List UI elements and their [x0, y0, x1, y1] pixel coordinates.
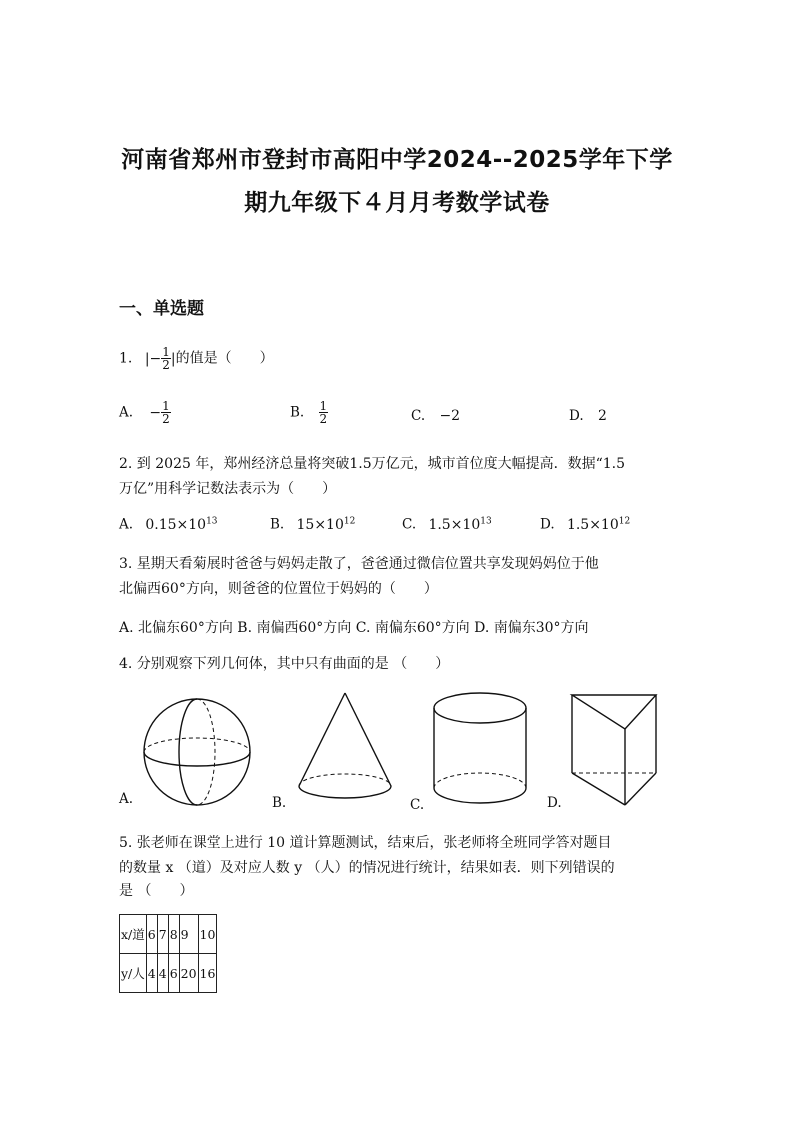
- question-3-line1: 3. 星期天看菊展时爸爸与妈妈走散了，爸爸通过微信位置共享发现妈妈位于他: [119, 556, 599, 572]
- cylinder-figure: [432, 690, 532, 815]
- frequency-table: [119, 914, 217, 993]
- abs-value-expression: |− $\frac{1}{2}$ |: [144, 345, 176, 372]
- triangular-prism-figure: [570, 693, 660, 808]
- q2-option-b: B. $15\times 10^{12}$: [270, 516, 356, 533]
- table-header-cell: y/人: [120, 954, 147, 993]
- table-cell: 16: [198, 954, 217, 993]
- question-5-line3: 是 （ ）: [119, 883, 194, 899]
- table-cell: 4: [157, 954, 168, 993]
- table-cell: 7: [157, 915, 168, 954]
- question-2-line2: 万亿”用科学记数法表示为（ ）: [119, 481, 337, 497]
- sphere-figure: [140, 695, 255, 810]
- q1-option-b: B. $\frac{1}{2}$: [290, 399, 328, 426]
- question-5-line2: 的数量 x （道）及对应人数 y （人）的情况进行统计，结果如表．则下列错误的: [119, 860, 615, 876]
- q2-option-a: A. $0.15\times 10^{13}$: [119, 516, 218, 533]
- question-3-line2: 北偏西60°方向，则爸爸的位置位于妈妈的（ ）: [119, 581, 438, 597]
- q2-option-d: D. $1.5\times 10^{12}$: [540, 516, 631, 533]
- q1-option-d: D. 2: [569, 408, 607, 424]
- q4-label-d: D.: [547, 795, 562, 811]
- question-1-number: 1.: [119, 350, 133, 367]
- table-cell: 10: [198, 915, 217, 954]
- table-cell: 8: [168, 915, 179, 954]
- table-cell: 20: [179, 954, 198, 993]
- table-row: [120, 915, 217, 954]
- q2-option-c: C. $1.5\times 10^{13}$: [402, 516, 492, 533]
- table-cell: 9: [179, 915, 198, 954]
- question-3-options: A. 北偏东60°方向 B. 南偏西60°方向 C. 南偏东60°方向 D. 南偏东30°方向: [119, 620, 589, 636]
- q1-option-c: C. −2: [411, 408, 461, 424]
- table-row: [120, 954, 217, 993]
- table-cell: 6: [146, 915, 157, 954]
- q4-label-c: C.: [410, 797, 425, 813]
- question-4-stem: 4. 分别观察下列几何体，其中只有曲面的是 （ ）: [119, 656, 450, 672]
- table-cell: 4: [146, 954, 157, 993]
- q1-option-a: A. − $\frac{1}{2}$: [119, 399, 170, 426]
- cone-figure: [295, 690, 395, 805]
- exam-title-line1: 河南省郑州市登封市高阳中学2024--2025学年下学: [121, 147, 673, 173]
- question-2-line1: 2. 到 2025 年，郑州经济总量将突破1.5万亿元，城市首位度大幅提高．数据“1.5: [119, 456, 626, 472]
- section-heading-single-choice: 一、单选题: [119, 299, 204, 319]
- question-1-tail: 的值是（ ）: [175, 350, 274, 367]
- q4-label-b: B.: [272, 795, 287, 811]
- exam-title-line2: 期九年级下４月月考数学试卷: [244, 190, 550, 216]
- question-5-line1: 5. 张老师在课堂上进行 10 道计算题测试，结束后，张老师将全班同学答对题目: [119, 835, 612, 851]
- question-1-stem: [119, 346, 274, 371]
- q4-label-a: A.: [119, 791, 134, 807]
- table-cell: 6: [168, 954, 179, 993]
- table-header-cell: x/道: [120, 915, 147, 954]
